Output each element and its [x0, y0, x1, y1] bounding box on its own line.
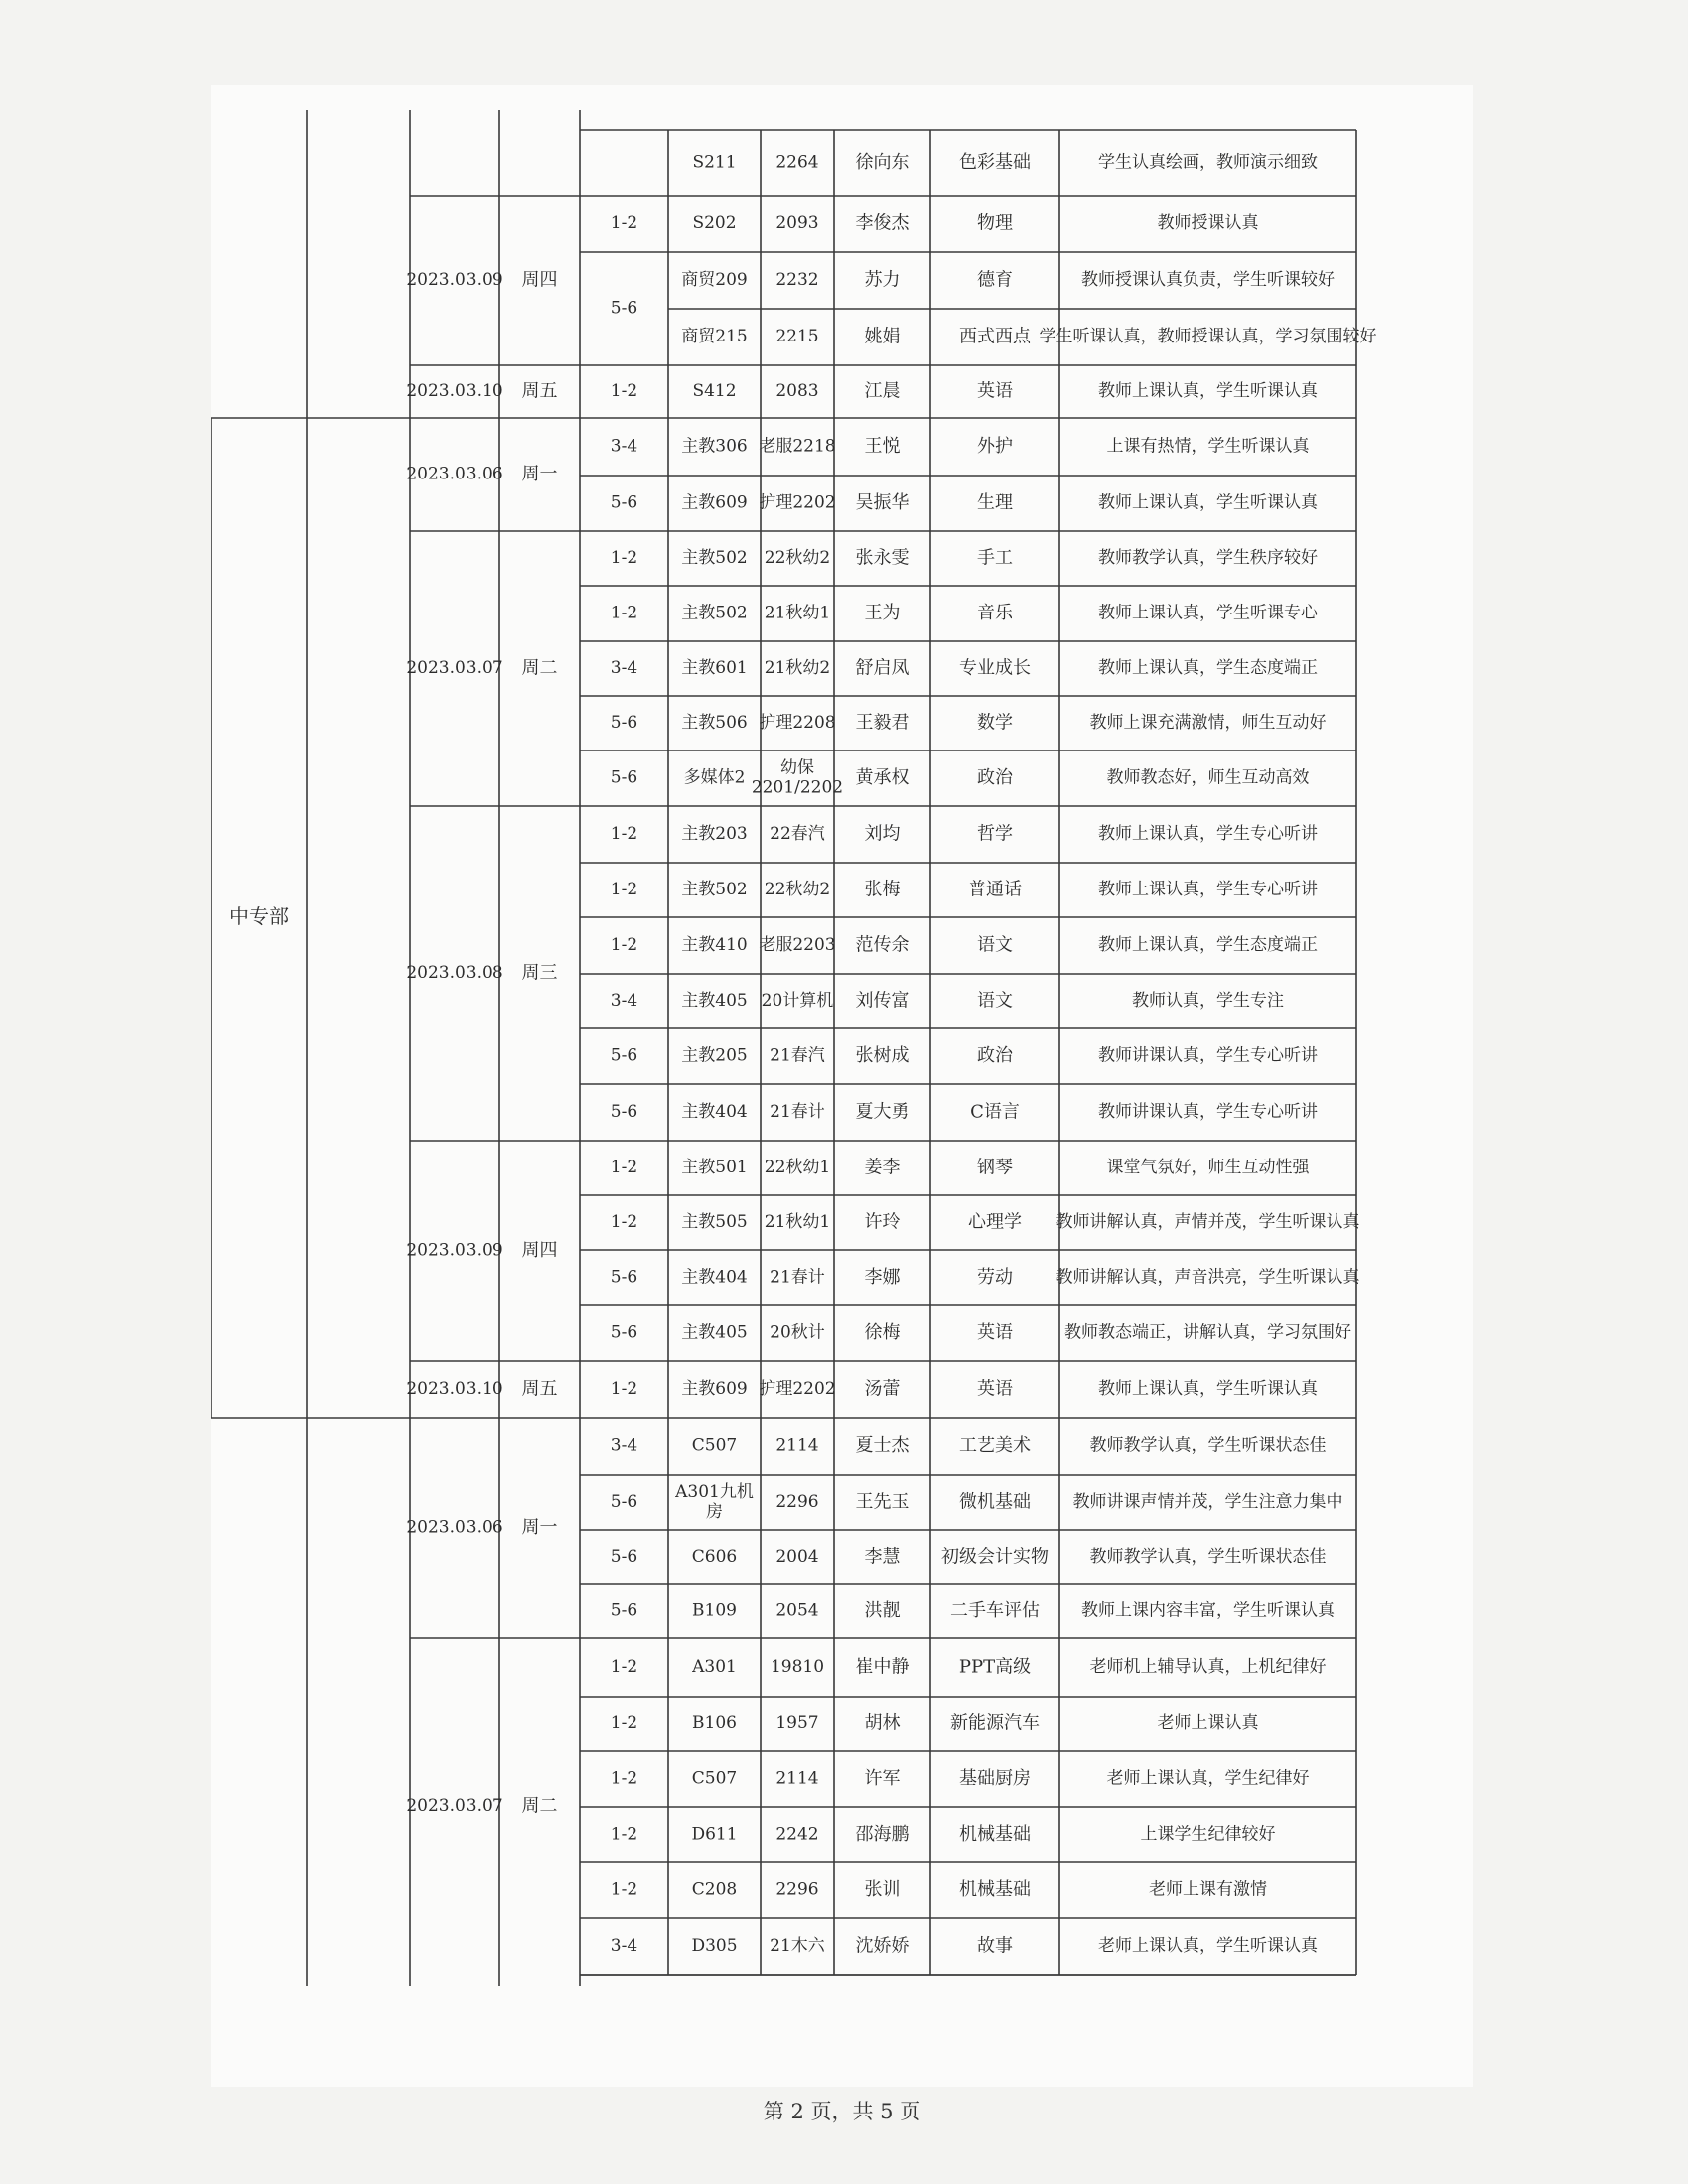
room-cell: 主教502: [681, 603, 748, 623]
room-cell: 主教404: [681, 1102, 748, 1122]
teacher-cell: 夏大勇: [855, 1101, 910, 1123]
subject-cell: 英语: [977, 1378, 1013, 1400]
subject-cell: 外护: [977, 436, 1013, 457]
room-cell: 主教506: [681, 713, 748, 733]
room-cell: 主教205: [681, 1045, 748, 1066]
class-cell: 22秋幼2: [764, 880, 831, 899]
comment-cell: 老师上课有激情: [1149, 1879, 1267, 1900]
teacher-cell: 许玲: [864, 1211, 901, 1233]
date-cell: 2023.03.09: [406, 1240, 503, 1261]
period-cell: 5-6: [610, 1102, 638, 1122]
lesson-inspection-table: [211, 85, 1473, 2087]
class-cell: 老服2203: [759, 935, 836, 955]
room-cell: 主教405: [681, 991, 748, 1011]
teacher-cell: 舒启凤: [855, 657, 910, 679]
room-cell: S412: [692, 381, 737, 401]
class-cell: 21春计: [770, 1102, 825, 1122]
comment-cell: 教师讲课声情并茂，学生注意力集中: [1072, 1492, 1343, 1512]
class-cell: 护理2202: [759, 1379, 836, 1399]
weekday-cell: 周二: [521, 657, 558, 679]
teacher-cell: 王悦: [864, 436, 901, 457]
period-cell: 5-6: [610, 1600, 638, 1621]
comment-cell: 教师上课认真，学生专心听讲: [1098, 880, 1318, 899]
subject-cell: 故事: [977, 1935, 1013, 1957]
subject-cell: 钢琴: [977, 1157, 1013, 1178]
weekday-cell: 周一: [521, 1517, 558, 1538]
teacher-cell: 王为: [864, 603, 901, 623]
comment-cell: 学生听课认真，教师授课认真，学习氛围较好: [1039, 327, 1377, 346]
comment-cell: 教师讲课认真，学生专心听讲: [1098, 1045, 1318, 1066]
weekday-cell: 周五: [521, 1378, 558, 1400]
subject-cell: C语言: [970, 1101, 1020, 1123]
period-cell: 3-4: [610, 436, 638, 457]
teacher-cell: 张树成: [855, 1045, 910, 1066]
comment-cell: 老师机上辅导认真，上机纪律好: [1089, 1657, 1327, 1677]
comment-cell: 老师上课认真，学生纪律好: [1106, 1768, 1310, 1789]
subject-cell: 机械基础: [959, 1824, 1031, 1844]
class-cell: 20计算机: [761, 991, 834, 1011]
class-cell: 2232: [775, 270, 819, 290]
comment-cell: 教师认真，学生专注: [1132, 991, 1284, 1011]
room-cell: 主教609: [681, 1379, 748, 1399]
subject-cell: 微机基础: [959, 1491, 1031, 1513]
room-cell: 商贸215: [681, 327, 748, 346]
room-cell: 房: [706, 1502, 723, 1522]
period-cell: 3-4: [610, 1936, 638, 1956]
document-page: [211, 85, 1473, 2123]
teacher-cell: 张永雯: [855, 547, 910, 569]
room-cell: S202: [692, 213, 737, 233]
period-cell: 1-2: [610, 1879, 638, 1900]
period-cell: 5-6: [610, 713, 638, 733]
class-cell: 护理2202: [759, 492, 836, 513]
weekday-cell: 周一: [521, 464, 558, 484]
comment-cell: 教师教态好，师生互动高效: [1106, 767, 1310, 788]
room-cell: 主教501: [681, 1158, 748, 1177]
period-cell: 5-6: [610, 298, 638, 319]
class-cell: 2296: [775, 1879, 819, 1900]
subject-cell: 政治: [977, 767, 1013, 788]
weekday-cell: 周五: [521, 380, 558, 402]
comment-cell: 教师授课认真负责，学生听课较好: [1081, 270, 1335, 290]
class-cell: 1957: [775, 1713, 819, 1733]
date-cell: 2023.03.08: [406, 963, 503, 983]
teacher-cell: 洪靓: [864, 1600, 901, 1621]
weekday-cell: 周四: [521, 1240, 558, 1261]
class-cell: 2004: [775, 1547, 819, 1567]
class-cell: 22春汽: [770, 824, 825, 844]
class-cell: 2114: [775, 1435, 819, 1456]
comment-cell: 学生认真绘画，教师演示细致: [1098, 152, 1318, 173]
class-cell: 护理2208: [759, 713, 836, 733]
teacher-cell: 许军: [864, 1768, 901, 1789]
teacher-cell: 徐梅: [864, 1322, 901, 1343]
comment-cell: 教师讲解认真，声情并茂，学生听课认真: [1055, 1212, 1360, 1232]
period-cell: 1-2: [610, 824, 638, 844]
period-cell: 5-6: [610, 492, 638, 513]
class-cell: 21木六: [770, 1936, 825, 1956]
subject-cell: 物理: [977, 212, 1013, 234]
period-cell: 1-2: [610, 1379, 638, 1399]
teacher-cell: 王先玉: [855, 1491, 910, 1513]
period-cell: 1-2: [610, 1713, 638, 1733]
date-cell: 2023.03.07: [406, 658, 503, 678]
comment-cell: 教师授课认真: [1157, 213, 1259, 233]
comment-cell: 教师上课充满激情，师生互动好: [1089, 713, 1327, 733]
comment-cell: 老师上课认真，学生听课认真: [1098, 1936, 1318, 1956]
period-cell: 3-4: [610, 991, 638, 1011]
class-cell: 21春计: [770, 1267, 825, 1288]
room-cell: B106: [692, 1713, 737, 1733]
room-cell: 主教203: [681, 824, 748, 844]
teacher-cell: 李娜: [864, 1267, 901, 1288]
room-cell: C208: [691, 1879, 738, 1900]
class-cell: 2114: [775, 1768, 819, 1789]
period-cell: 1-2: [610, 1158, 638, 1177]
date-cell: 2023.03.06: [406, 1517, 503, 1538]
teacher-cell: 夏士杰: [855, 1435, 910, 1456]
comment-cell: 教师讲解认真，声音洪亮，学生听课认真: [1055, 1267, 1360, 1288]
comment-cell: 教师教学认真，学生听课状态佳: [1089, 1547, 1327, 1567]
class-cell: 老服2218: [759, 436, 836, 457]
teacher-cell: 范传余: [855, 934, 910, 956]
room-cell: 主教410: [681, 935, 748, 955]
room-cell: D611: [691, 1824, 738, 1844]
room-cell: 主教404: [681, 1267, 748, 1288]
comment-cell: 上课学生纪律较好: [1140, 1824, 1276, 1844]
class-cell: 2296: [775, 1492, 819, 1512]
period-cell: 1-2: [610, 1657, 638, 1677]
subject-cell: 普通话: [968, 879, 1022, 900]
class-cell: 22秋幼1: [764, 1158, 831, 1177]
subject-cell: 生理: [977, 492, 1013, 513]
date-cell: 2023.03.10: [406, 1379, 503, 1399]
subject-cell: 哲学: [977, 823, 1013, 845]
class-cell: 2201/2202: [751, 777, 844, 798]
period-cell: 5-6: [610, 1492, 638, 1512]
teacher-cell: 刘传富: [855, 990, 910, 1012]
period-cell: 1-2: [610, 548, 638, 568]
teacher-cell: 李慧: [864, 1546, 901, 1568]
room-cell: 主教405: [681, 1322, 748, 1343]
teacher-cell: 黄承权: [855, 767, 910, 788]
teacher-cell: 崔中静: [855, 1656, 910, 1678]
teacher-cell: 李俊杰: [855, 212, 910, 234]
comment-cell: 老师上课认真: [1157, 1713, 1259, 1733]
subject-cell: 色彩基础: [959, 152, 1031, 173]
teacher-cell: 沈娇娇: [855, 1935, 910, 1957]
subject-cell: 英语: [977, 1322, 1013, 1343]
room-cell: C507: [691, 1768, 738, 1789]
room-cell: 主教502: [681, 880, 748, 899]
weekday-cell: 周三: [521, 962, 558, 984]
teacher-cell: 姜李: [864, 1157, 901, 1178]
teacher-cell: 张梅: [864, 879, 901, 900]
room-cell: 多媒体2: [683, 767, 746, 788]
weekday-cell: 周四: [521, 269, 558, 291]
period-cell: 1-2: [610, 1212, 638, 1232]
comment-cell: 教师上课内容丰富，学生听课认真: [1081, 1600, 1335, 1621]
page-footer: 第 2 页，共 5 页: [763, 2100, 921, 2123]
period-cell: 1-2: [610, 1824, 638, 1844]
comment-cell: 教师上课认真，学生专心听讲: [1098, 824, 1318, 844]
teacher-cell: 邵海鹏: [855, 1824, 910, 1844]
subject-cell: 劳动: [977, 1267, 1013, 1288]
teacher-cell: 胡林: [864, 1712, 901, 1734]
room-cell: 商贸209: [681, 270, 748, 290]
period-cell: 1-2: [610, 1768, 638, 1789]
period-cell: 5-6: [610, 767, 638, 788]
class-cell: 20秋计: [770, 1322, 825, 1343]
class-cell: 19810: [770, 1657, 825, 1677]
department-label: 中专部: [229, 904, 289, 928]
comment-cell: 教师教学认真，学生秩序较好: [1098, 548, 1318, 568]
room-cell: C606: [691, 1547, 738, 1567]
comment-cell: 教师上课认真，学生态度端正: [1098, 658, 1318, 678]
subject-cell: 新能源汽车: [950, 1712, 1040, 1734]
room-cell: C507: [691, 1435, 738, 1456]
subject-cell: 德育: [977, 269, 1013, 291]
date-cell: 2023.03.06: [406, 464, 503, 484]
period-cell: 3-4: [610, 1435, 638, 1456]
comment-cell: 教师上课认真，学生态度端正: [1098, 935, 1318, 955]
date-cell: 2023.03.09: [406, 270, 503, 290]
period-cell: 5-6: [610, 1547, 638, 1567]
room-cell: 主教505: [681, 1212, 748, 1232]
room-cell: 主教609: [681, 492, 748, 513]
room-cell: 主教306: [681, 436, 748, 457]
subject-cell: 语文: [977, 934, 1013, 956]
date-cell: 2023.03.07: [406, 1796, 503, 1816]
comment-cell: 教师上课认真，学生听课认真: [1098, 381, 1318, 401]
class-cell: 2054: [775, 1600, 819, 1621]
comment-cell: 教师讲课认真，学生专心听讲: [1098, 1102, 1318, 1122]
weekday-cell: 周二: [521, 1795, 558, 1817]
room-cell: 主教502: [681, 548, 748, 568]
subject-cell: 专业成长: [959, 657, 1031, 679]
comment-cell: 上课有热情，学生听课认真: [1106, 436, 1310, 457]
teacher-cell: 姚娟: [864, 326, 901, 347]
comment-cell: 教师上课认真，学生听课专心: [1098, 603, 1318, 623]
period-cell: 1-2: [610, 213, 638, 233]
period-cell: 5-6: [610, 1267, 638, 1288]
teacher-cell: 张训: [864, 1879, 901, 1900]
period-cell: 1-2: [610, 603, 638, 623]
subject-cell: 政治: [977, 1045, 1013, 1066]
room-cell: A301九机: [675, 1482, 754, 1502]
class-cell: 幼保: [780, 757, 814, 778]
period-cell: 5-6: [610, 1322, 638, 1343]
teacher-cell: 王毅君: [855, 712, 910, 734]
room-cell: B109: [692, 1600, 737, 1621]
subject-cell: PPT高级: [958, 1656, 1032, 1678]
subject-cell: 工艺美术: [959, 1435, 1031, 1456]
subject-cell: 手工: [977, 547, 1013, 569]
class-cell: 2242: [775, 1824, 819, 1844]
class-cell: 2093: [775, 213, 819, 233]
subject-cell: 基础厨房: [959, 1768, 1031, 1789]
subject-cell: 心理学: [968, 1211, 1022, 1233]
room-cell: S211: [692, 152, 737, 173]
class-cell: 21秋幼1: [764, 1212, 831, 1232]
class-cell: 2264: [775, 152, 819, 173]
subject-cell: 初级会计实物: [941, 1546, 1049, 1568]
comment-cell: 教师上课认真，学生听课认真: [1098, 492, 1318, 513]
teacher-cell: 徐向东: [855, 152, 910, 173]
class-cell: 2215: [775, 327, 819, 346]
class-cell: 21春汽: [770, 1045, 825, 1066]
comment-cell: 教师教态端正，讲解认真，学习氛围好: [1064, 1322, 1351, 1343]
room-cell: 主教601: [681, 658, 748, 678]
comment-cell: 教师上课认真，学生听课认真: [1098, 1379, 1318, 1399]
teacher-cell: 吴振华: [855, 492, 910, 513]
subject-cell: 英语: [977, 380, 1013, 402]
teacher-cell: 刘均: [864, 823, 901, 845]
period-cell: 1-2: [610, 880, 638, 899]
subject-cell: 西式西点: [959, 326, 1031, 347]
class-cell: 22秋幼2: [764, 548, 831, 568]
comment-cell: 教师教学认真，学生听课状态佳: [1089, 1435, 1327, 1456]
period-cell: 1-2: [610, 381, 638, 401]
subject-cell: 语文: [977, 990, 1013, 1012]
subject-cell: 数学: [977, 712, 1013, 734]
room-cell: D305: [691, 1936, 738, 1956]
subject-cell: 二手车评估: [950, 1600, 1040, 1621]
room-cell: A301: [692, 1657, 737, 1677]
subject-cell: 音乐: [977, 603, 1013, 623]
class-cell: 21秋幼2: [764, 658, 831, 678]
teacher-cell: 汤蕾: [864, 1378, 901, 1400]
class-cell: 2083: [775, 381, 819, 401]
period-cell: 5-6: [610, 1045, 638, 1066]
teacher-cell: 苏力: [864, 269, 901, 291]
period-cell: 1-2: [610, 935, 638, 955]
period-cell: 3-4: [610, 658, 638, 678]
teacher-cell: 江晨: [864, 380, 901, 402]
class-cell: 21秋幼1: [764, 603, 831, 623]
comment-cell: 课堂气氛好，师生互动性强: [1106, 1158, 1310, 1177]
subject-cell: 机械基础: [959, 1879, 1031, 1900]
date-cell: 2023.03.10: [406, 381, 503, 401]
